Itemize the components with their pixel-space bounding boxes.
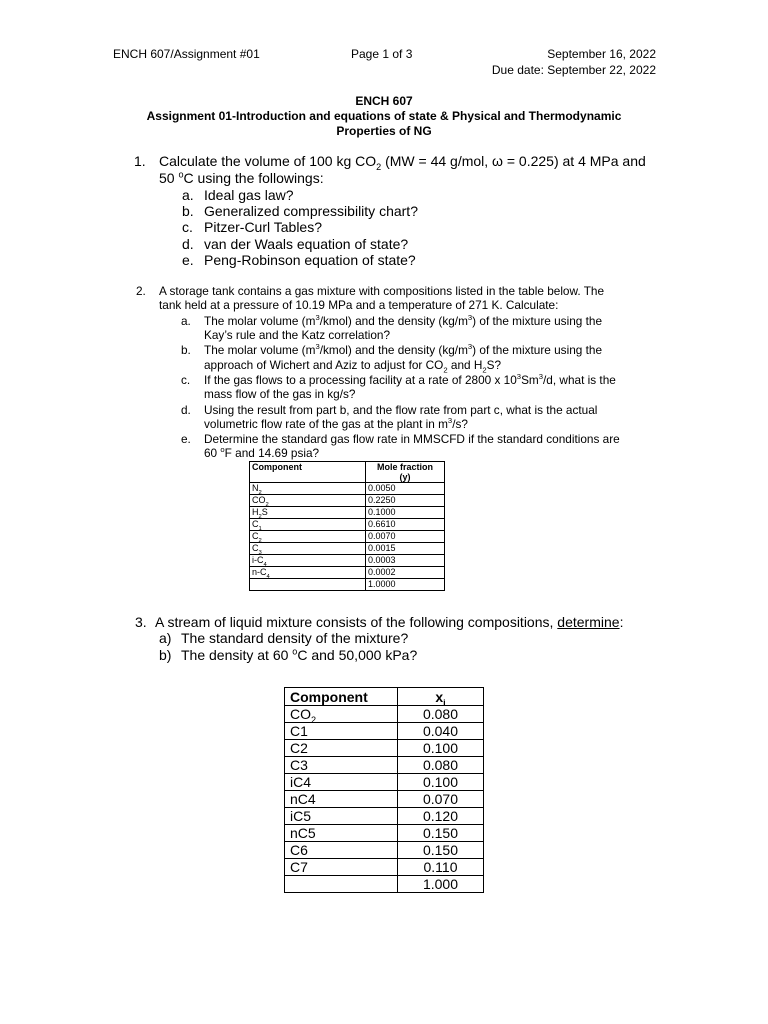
q2-c-line2: mass flow of the gas in kg/s? bbox=[204, 387, 356, 401]
table-row: C7 0.110 bbox=[285, 859, 484, 876]
table-row: $C_2$ 0.0070 bbox=[250, 531, 445, 543]
q2-c-line1: If the gas flows to a processing facility at a rate of 2800 x $10^3Sm^3/d$, what is the bbox=[204, 372, 616, 387]
q2-c-label: c. bbox=[181, 373, 191, 387]
q1-item-text: Generalized compressibility chart? bbox=[204, 203, 418, 219]
q3-item-text: The density at 60 $^o$C and 50,000 kPa? bbox=[181, 646, 418, 663]
table-header: Component bbox=[285, 688, 398, 706]
table-row: $H_2S$ 0.1000 bbox=[250, 507, 445, 519]
q1-item-text: Pitzer-Curl Tables? bbox=[204, 219, 323, 235]
table-row: C6 0.150 bbox=[285, 842, 484, 859]
course-title: ENCH 607 bbox=[355, 94, 413, 108]
q1-item-label: d. bbox=[182, 236, 194, 252]
q2-b-label: b. bbox=[181, 343, 191, 357]
table-row: C3 0.080 bbox=[285, 757, 484, 774]
table-row: $CO_2$ 0.080 bbox=[285, 706, 484, 723]
table-header: Mole fraction (y) bbox=[366, 462, 445, 483]
q2-line2: tank held at a pressure of 10.19 MPa and a temperature of 271 K. Calculate: bbox=[159, 298, 559, 312]
assignment-title: Assignment 01-Introduction and equations of state & Physical and Thermodynamic bbox=[146, 109, 622, 123]
q1-line1: Calculate the volume of 100 kg $CO_2$ (MW = 44 g/mol, ω = 0.225) at 4 MPa and bbox=[159, 153, 646, 172]
header-date: September 16, 2022 bbox=[547, 47, 656, 61]
header-due-date: Due date: September 22, 2022 bbox=[491, 63, 656, 77]
q1-item-label: b. bbox=[182, 203, 194, 219]
table-row: $CO_2$ 0.2250 bbox=[250, 495, 445, 507]
q2-e-line2: 60 $^o$F and 14.69 psia? bbox=[204, 445, 320, 460]
q2-a-label: a. bbox=[181, 314, 191, 328]
table-row: iC5 0.120 bbox=[285, 808, 484, 825]
q2-a-line1: The molar volume $(m^3/kmol)$ and the density $(kg/m^3)$ of the mixture using the bbox=[204, 313, 603, 328]
table-row: iC4 0.100 bbox=[285, 774, 484, 791]
header-page-number: Page 1 of 3 bbox=[351, 47, 413, 61]
assignment-title-cont: Properties of NG bbox=[336, 124, 432, 138]
q2-a-line2: Kay’s rule and the Katz correlation? bbox=[204, 328, 391, 342]
q2-number: 2. bbox=[136, 284, 146, 298]
header-left: ENCH 607/Assignment #01 bbox=[113, 47, 260, 61]
q1-item-text: van der Waals equation of state? bbox=[204, 236, 409, 252]
table-total-row: 1.000 bbox=[285, 876, 484, 893]
table-row: C2 0.100 bbox=[285, 740, 484, 757]
table-row: $n-C_4$ 0.0002 bbox=[250, 567, 445, 579]
table-row: $i-C_4$ 0.0003 bbox=[250, 555, 445, 567]
q3-item-label: b) bbox=[159, 647, 172, 663]
table-header: Component bbox=[250, 462, 366, 483]
q2-d-label: d. bbox=[181, 403, 191, 417]
q2-d-line1: Using the result from part b, and the flow rate from part c, what is the actual bbox=[204, 403, 598, 417]
table-total-row: 1.0000 bbox=[250, 579, 445, 591]
q3-line1: A stream of liquid mixture consists of the following compositions, determine: bbox=[155, 614, 624, 630]
q3-item-text: The standard density of the mixture? bbox=[181, 630, 409, 646]
q3-item-label: a) bbox=[159, 630, 172, 646]
q3-number: 3. bbox=[135, 614, 147, 630]
q1-number: 1. bbox=[134, 153, 146, 169]
q1-line2: 50 $^o$C using the followings: bbox=[159, 169, 324, 186]
table-row: $C_3$ 0.0015 bbox=[250, 543, 445, 555]
q2-e-line1: Determine the standard gas flow rate in MMSCFD if the standard conditions are bbox=[204, 432, 620, 446]
q1-item-text: Ideal gas law? bbox=[204, 187, 294, 203]
q1-item-label: c. bbox=[182, 219, 193, 235]
gas-composition-table bbox=[249, 461, 445, 591]
table-row: $C_1$ 0.6610 bbox=[250, 519, 445, 531]
q2-d-line2: volumetric flow rate of the gas at the plant in $m^3/s$? bbox=[204, 416, 468, 431]
q1-item-label: e. bbox=[182, 252, 194, 268]
q2-b-line2: approach of Wichert and Aziz to adjust for $CO_2$ and $H_2S$? bbox=[204, 358, 502, 375]
q2-line1: A storage tank contains a gas mixture with compositions listed in the table below. The bbox=[159, 284, 605, 298]
table-row: $N_2$ 0.0050 bbox=[250, 483, 445, 495]
liquid-composition-table bbox=[284, 687, 484, 893]
table-row: nC5 0.150 bbox=[285, 825, 484, 842]
table-row: nC4 0.070 bbox=[285, 791, 484, 808]
q1-item-label: a. bbox=[182, 187, 194, 203]
q2-e-label: e. bbox=[181, 432, 191, 446]
q2-b-line1: The molar volume $(m^3/kmol)$ and the density $(kg/m^3)$ of the mixture using the bbox=[204, 342, 603, 357]
q1-item-text: Peng-Robinson equation of state? bbox=[204, 252, 416, 268]
table-header: $x_i$ bbox=[398, 688, 484, 706]
table-row: C1 0.040 bbox=[285, 723, 484, 740]
